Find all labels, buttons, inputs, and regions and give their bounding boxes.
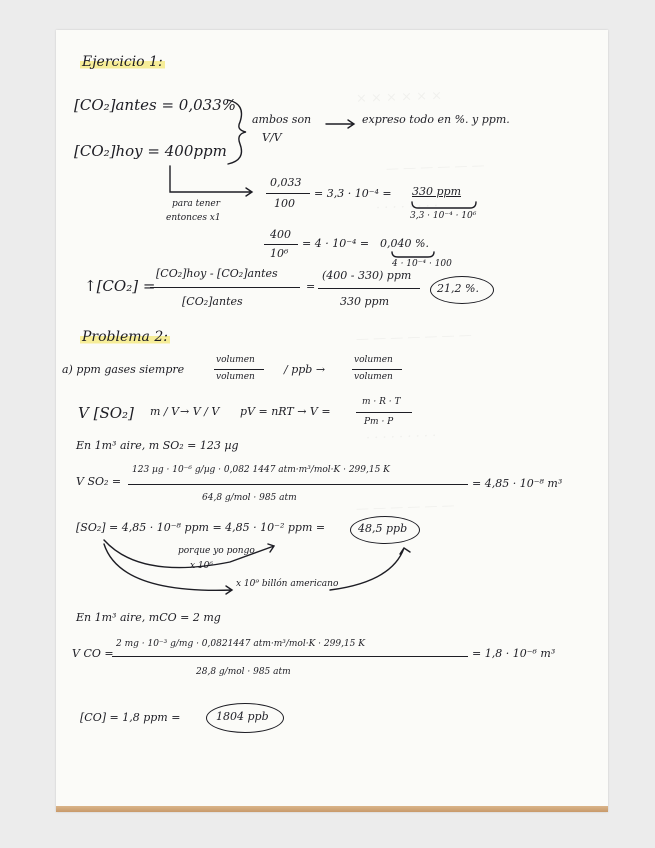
- vco-denominator: 28,8 g/mol · 985 atm: [196, 667, 291, 677]
- ppm-330-note: 3,3 · 10⁻⁴ · 10⁶: [410, 211, 477, 221]
- vco-numerator: 2 mg · 10⁻³ g/mg · 0,0821447 atm·m³/mol·K · 299,15 K: [116, 639, 365, 649]
- ppm-330: 330 ppm: [412, 185, 462, 198]
- vso2-denominator: 64,8 g/mol · 985 atm: [202, 493, 297, 503]
- frac1-numerator: 0,033: [270, 176, 302, 189]
- frac1-result: = 3,3 · 10⁻⁴ =: [314, 187, 392, 200]
- expreso-text: expreso todo en %. y ppm.: [362, 113, 510, 126]
- delta-denominator: [CO₂]antes: [182, 295, 243, 308]
- delta-result: 21,2 %.: [437, 282, 479, 295]
- volumen-num-2: volumen: [354, 355, 393, 365]
- m-over-v: m / V: [150, 405, 180, 418]
- note-x106: x 10⁶: [190, 561, 213, 571]
- frac2-denominator: 10⁶: [270, 247, 289, 260]
- vco-label: V CO =: [72, 647, 114, 660]
- arrow-x109: [104, 544, 232, 594]
- arrow-down-right: [170, 166, 252, 196]
- bracket-0040: [392, 252, 434, 257]
- volumen-den-2: volumen: [354, 372, 393, 382]
- volumen-num-1: volumen: [216, 355, 255, 365]
- mrt-numerator: m · R · T: [362, 397, 401, 407]
- vso2-numerator: 123 µg · 10⁻⁶ g/µg · 0,082 1447 atm·m³/mol·K · 299,15 K: [132, 465, 390, 475]
- delta-denominator-2: 330 ppm: [340, 295, 390, 308]
- ideal-gas-text: pV = nRT → V =: [240, 405, 331, 418]
- entonces-text: entonces x1: [166, 213, 221, 223]
- problem-2-heading: Problema 2:: [82, 329, 168, 345]
- ambos-son-text: ambos son: [252, 113, 312, 126]
- arrow-x106: [104, 540, 274, 568]
- arrow-v-over-v: → V / V: [180, 405, 220, 418]
- frac1-denominator: 100: [274, 197, 295, 210]
- arrow-to-expreso: [326, 120, 354, 128]
- percent-0040-note: 4 · 10⁻⁴ · 100: [392, 259, 452, 269]
- pm-p-denominator: Pm · P: [364, 417, 394, 427]
- en-aire-co: En 1m³ aire, mCO = 2 mg: [76, 611, 221, 624]
- note-x109: x 10⁹ billón americano: [236, 579, 339, 589]
- curly-brace: [228, 100, 246, 164]
- co2-hoy-line: [CO₂]hoy = 400ppm: [74, 142, 227, 160]
- bracket-330: [412, 202, 476, 208]
- delta-equals: =: [306, 280, 316, 293]
- co-concentration: [CO] = 1,8 ppm =: [80, 711, 181, 724]
- para-tener-text: para tener: [172, 199, 221, 209]
- so2-concentration: [SO₂] = 4,85 · 10⁻⁸ ppm = 4,85 · 10⁻² ppm =: [76, 521, 326, 534]
- frac2-numerator: 400: [270, 228, 291, 241]
- co-result: 1804 ppb: [216, 710, 269, 723]
- vco-result: = 1,8 · 10⁻⁶ m³: [472, 647, 556, 660]
- volumen-den-1: volumen: [216, 372, 255, 382]
- delta-numerator-2: (400 - 330) ppm: [322, 269, 412, 282]
- so2-result: 48,5 ppb: [358, 522, 408, 535]
- percent-0040: 0,040 %.: [380, 237, 429, 250]
- delta-co2-label: ↑[CO₂] =: [84, 277, 156, 295]
- vso2-result: = 4,85 · 10⁻⁸ m³: [472, 477, 563, 490]
- arrow-x109-right: [330, 548, 410, 590]
- exercise-1-heading: Ejercicio 1:: [82, 54, 163, 70]
- v-so2-label: V [SO₂]: [78, 404, 134, 422]
- ppm-gases-text: a) ppm gases siempre: [62, 363, 185, 376]
- vso2-label: V SO₂ =: [76, 475, 122, 488]
- notebook-page: × × × × × × — — — — — — · · · · · · · · — — — — — — — · · · · · · · · · — — — — — —: [56, 30, 608, 812]
- en-aire-so2: En 1m³ aire, m SO₂ = 123 µg: [76, 439, 239, 452]
- note-porque: porque yo pongo: [178, 546, 255, 556]
- delta-numerator: [CO₂]hoy - [CO₂]antes: [156, 267, 278, 280]
- frac2-result: = 4 · 10⁻⁴ =: [302, 237, 370, 250]
- co2-antes-line: [CO₂]antes = 0,033%: [74, 96, 236, 114]
- vv-text: V/V: [262, 131, 282, 144]
- slash-ppb: / ppb →: [284, 363, 326, 376]
